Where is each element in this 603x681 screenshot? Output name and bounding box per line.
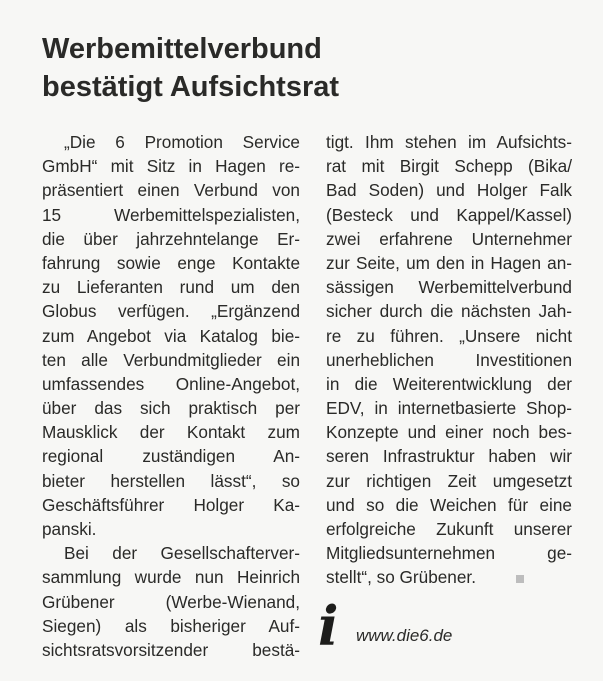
text-line: sicher durch die nächsten Jah-: [326, 301, 572, 322]
text-line: „Die 6 Promotion Service: [64, 132, 300, 152]
headline-line: bestätigt Aufsichtsrat: [42, 71, 340, 103]
text-line: bieter herstellen lässt“, so: [42, 470, 300, 491]
text-line: erfolgreiche Zukunft unserer: [326, 519, 572, 539]
text-line: zur Seite, um den in Hagen an-: [326, 252, 572, 273]
text-line: Globus verfügen. „Ergänzend: [42, 301, 300, 322]
article-column-left: [42, 130, 300, 662]
text-line: tigt. Ihm stehen im Aufsichts-: [326, 132, 572, 152]
text-line: Mausklick der Kontakt zum: [42, 422, 300, 443]
text-line: die über jahrzehntelange Er-: [42, 228, 300, 249]
headline-line: Werbemittelverbund: [42, 33, 322, 65]
text-line: zwei erfahrene Unternehmer: [326, 228, 572, 249]
article-headline: [42, 30, 582, 106]
text-line: fahrung sowie enge Kontakte: [42, 252, 300, 273]
text-line: Konzepte und einer noch bes-: [326, 422, 572, 443]
text-line: Mitgliedsunternehmen ge-: [326, 543, 572, 564]
text-line: panski.: [42, 519, 97, 539]
text-line: zu Lieferanten rund um den: [42, 277, 300, 298]
text-line: re zu führen. „Unsere nicht: [326, 325, 572, 346]
text-line: regional zuständigen An-: [42, 446, 300, 467]
end-of-article-mark: [516, 575, 524, 583]
text-line: sichtsratsvorsitzender bestä-: [42, 639, 300, 660]
text-line: (Besteck und Kappel/Kassel): [326, 204, 572, 225]
text-line: sässigen Werbemittelverbund: [326, 277, 572, 298]
text-line: sammlung wurde nun Heinrich: [42, 567, 300, 588]
text-line: GmbH“ mit Sitz in Hagen re-: [42, 156, 300, 177]
text-line: seren Infrastruktur haben wir: [326, 446, 572, 467]
website-link[interactable]: www.die6.de: [356, 626, 453, 645]
text-line: Geschäftsführer Holger Ka-: [42, 494, 300, 515]
text-line: Bad Soden) und Holger Falk: [326, 180, 572, 201]
text-line: Bei der Gesellschafterver-: [64, 543, 300, 564]
text-line: Siegen) als bisheriger Auf-: [42, 615, 300, 636]
text-line: und so die Weichen für eine: [326, 494, 572, 515]
text-line: präsentiert einen Verbund von: [42, 180, 300, 201]
text-line: 15 Werbemittelspezialisten,: [42, 204, 300, 225]
info-icon: i: [318, 594, 339, 658]
text-line: unerheblichen Investitionen: [326, 349, 572, 370]
info-box: [318, 596, 578, 656]
text-line: über das sich praktisch per: [42, 398, 300, 419]
text-line: ten alle Verbundmitglieder ein: [42, 349, 300, 370]
text-line: zur richtigen Zeit umgesetzt: [326, 470, 572, 491]
text-line-final: [326, 565, 572, 589]
text-line: umfassendes Online-Angebot,: [42, 373, 300, 394]
text-line: Grübener (Werbe-Wienand,: [42, 591, 300, 612]
text-line: zum Angebot via Katalog bie-: [42, 325, 300, 346]
text-line: in die Weiterentwicklung der: [326, 373, 572, 394]
text-line: rat mit Birgit Schepp (Bika/: [326, 156, 572, 177]
article-column-right: [326, 130, 572, 590]
text-line: EDV, in internetbasierte Shop-: [326, 398, 572, 419]
text-line-final-text: stellt“, so Grübener.: [326, 567, 476, 588]
